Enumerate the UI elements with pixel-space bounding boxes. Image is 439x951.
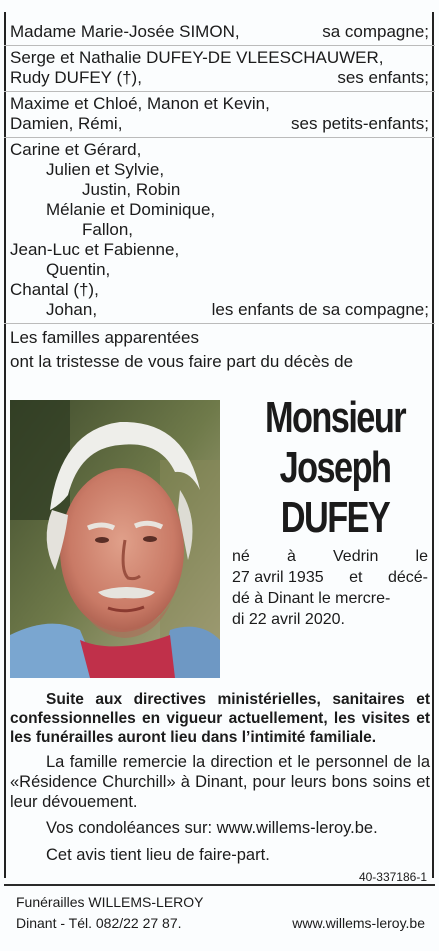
life-dates-line xyxy=(232,567,428,588)
divider xyxy=(4,91,435,92)
condolences-line: Vos condoléances sur: www.willems-leroy.be. xyxy=(46,819,378,837)
funeral-home-phone: Dinant - Tél. 082/22 27 87. xyxy=(16,915,182,931)
family-text: Johan, xyxy=(46,300,98,319)
life-dates-line: di 22 avril 2020. xyxy=(232,611,345,628)
family-text: Rudy DUFEY (†), xyxy=(10,68,142,87)
family-text: Chantal (†), xyxy=(10,280,99,299)
family-text: Carine et Gérard, xyxy=(10,140,142,159)
family-line xyxy=(82,220,429,240)
life-word: Vedrin xyxy=(333,548,379,565)
deceased-title: Monsieur xyxy=(264,393,406,442)
divider xyxy=(4,45,435,46)
family-line xyxy=(46,200,429,220)
family-line xyxy=(10,240,429,260)
family-line xyxy=(46,260,429,280)
relation-label: ses enfants; xyxy=(337,68,429,87)
life-word: décé- xyxy=(387,569,428,586)
family-line xyxy=(10,114,429,134)
relation-label: les enfants de sa compagne; xyxy=(211,300,429,319)
announcement-line xyxy=(10,352,429,372)
family-line xyxy=(10,94,429,114)
life-dates xyxy=(232,546,428,630)
footer-rule xyxy=(4,884,435,886)
family-line xyxy=(10,140,429,160)
family-text: Les familles apparentées xyxy=(10,328,200,347)
divider xyxy=(4,323,435,324)
funeral-home-name: Funérailles WILLEMS-LEROY xyxy=(16,894,204,910)
family-text: Fallon, xyxy=(82,220,134,239)
life-word: 27 avril 1935 xyxy=(232,569,324,586)
deceased-first-name: Joseph xyxy=(279,443,391,492)
life-word: né xyxy=(232,548,250,565)
reference-number: 40-337186-1 xyxy=(358,870,427,884)
family-text: Quentin, xyxy=(46,260,111,279)
family-line xyxy=(82,180,429,200)
family-line xyxy=(10,22,429,42)
family-text: Serge et Nathalie DUFEY-DE VLEESCHAUWER, xyxy=(10,48,384,67)
faire-part-line: Cet avis tient lieu de faire-part. xyxy=(46,846,270,864)
relation-label: ses petits-enfants; xyxy=(291,114,429,133)
family-text: Mélanie et Dominique, xyxy=(46,200,216,219)
portrait-illustration xyxy=(10,400,220,678)
divider xyxy=(4,137,435,138)
thanks-paragraph: La famille remercie la direction et le personnel de la «Résidence Churchill» à Dinant, pour leurs bons soins et leur dévouement. xyxy=(10,753,430,811)
life-word: et xyxy=(349,569,363,586)
life-word: le xyxy=(415,548,428,565)
family-line xyxy=(46,300,429,320)
funeral-notice: Suite aux directives ministérielles, sanitaires et confessionnelles en vigueur actuellement, les visites et les funérailles auront lieu dans l’intimité familiale. xyxy=(10,691,430,746)
family-text: Jean-Luc et Fabienne, xyxy=(10,240,180,259)
announcement-text: ont la tristesse de vous faire part du décès de xyxy=(10,352,354,371)
family-text: Madame Marie-Josée SIMON, xyxy=(10,22,240,41)
life-dates-line: dé à Dinant le mercre- xyxy=(232,590,391,607)
life-dates-line xyxy=(232,546,428,567)
family-line xyxy=(10,280,429,300)
family-text: Maxime et Chloé, Manon et Kevin, xyxy=(10,94,270,113)
funeral-home-website: www.willems-leroy.be xyxy=(292,915,425,931)
family-line xyxy=(46,160,429,180)
life-word: à xyxy=(286,548,296,565)
portrait-photo xyxy=(10,400,220,678)
family-text: Julien et Sylvie, xyxy=(46,160,165,179)
family-line xyxy=(10,48,429,68)
family-line xyxy=(10,328,429,348)
deceased-last-name: DUFEY xyxy=(280,493,390,542)
relation-label: sa compagne; xyxy=(322,22,429,41)
family-text: Damien, Rémi, xyxy=(10,114,123,133)
family-text: Justin, Robin xyxy=(82,180,181,199)
family-line xyxy=(10,68,429,88)
